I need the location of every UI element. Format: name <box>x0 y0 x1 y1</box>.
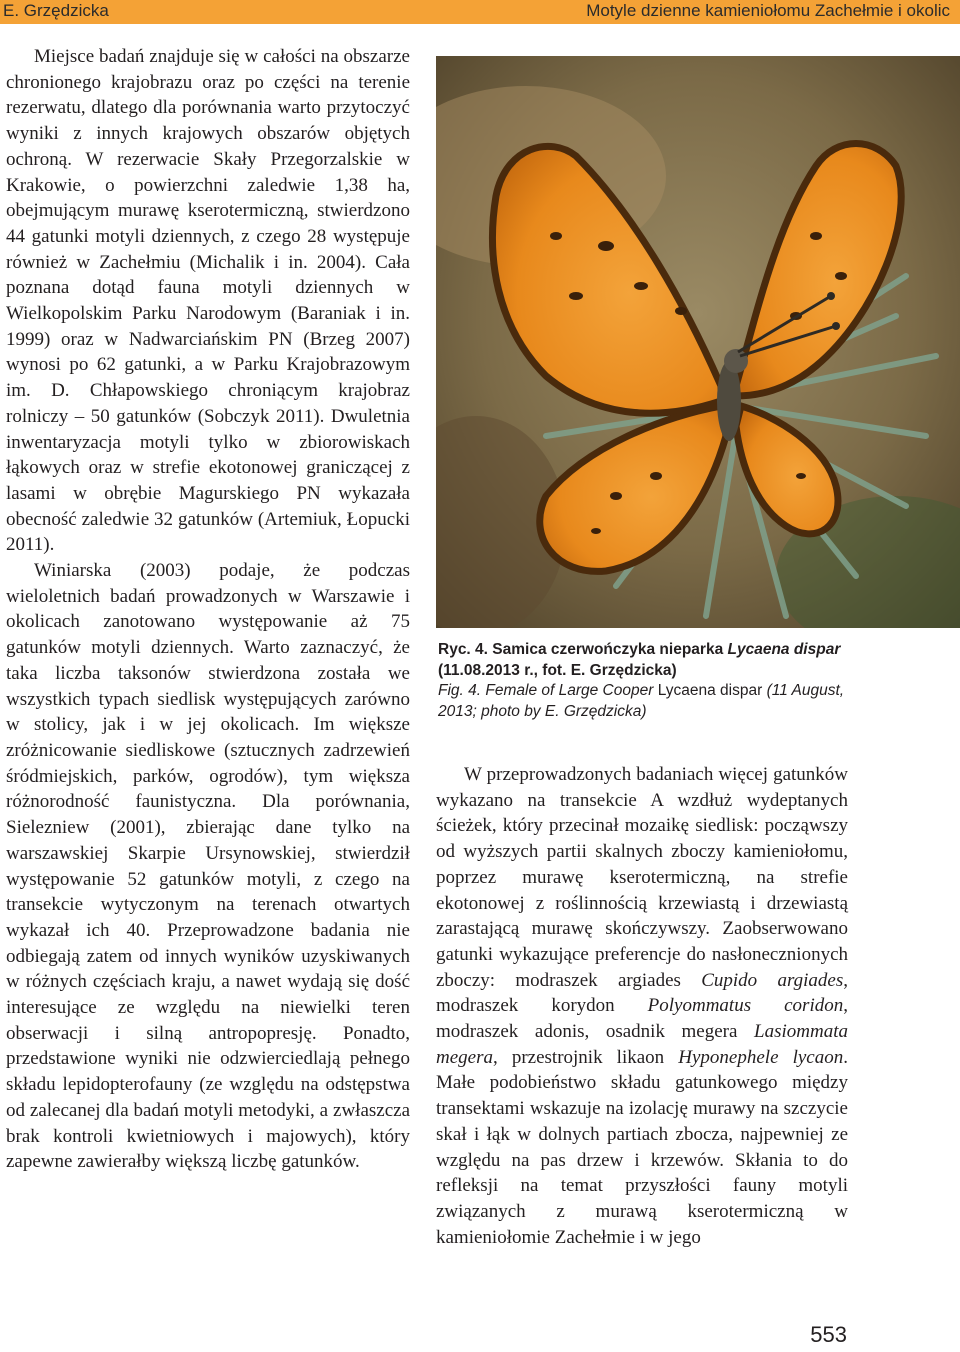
text-run: . Małe podobieństwo składu gatunkowego między transektami wskazuje na izolację murawy na szczycie skał i łąk w dolnych partiach zbocza, najpewniej ze względu na pas drzew i krzewów. Skłania to do refleksji na temat przyszłości fauny motyli związanych z murawą kserotermiczną w kamieniołomie Zachełmie i w jego <box>436 1046 848 1248</box>
left-column <box>6 44 410 1175</box>
paragraph: Miejsce badań znajduje się w całości na obszarze chronionego krajobrazu oraz po części na terenie rezerwatu, dlatego dla porównania warto przytoczyć wyniki z innych krajowych obszarów objętych ochroną. W rezerwacie Skały Przegorzalskie w Krakowie, o powierzchni zaledwie 1,38 ha, obejmującym murawę kserotermiczną, stwierdzono 44 gatunki motyli dziennych, z czego 28 występuje również w Zachełmiu (Michalik i in. 2004). Cała poznana dotąd fauna motyli dziennych w Wielkopolskim Parku Narodowym (Baraniak i in. 1999) oraz w Nadwarciańskim PN (Brzeg 2007) wynosi po 62 gatunki, a w Parku Krajobrazowym im. D. Chłapowskiego chroniącym krajobraz rolniczy – 50 gatunków (Sobczyk 2011). Dwuletnia inwentaryzacja motyli tylko w zbiorowiskach łąkowych oraz w strefie ekotonowej graniczącej z lasami w obrębie Magurskiego PN wykazała obecność zaledwie 32 gatunków (Artemiuk, Łopucki 2011). <box>6 46 410 556</box>
page-number: 553 <box>810 1322 847 1347</box>
butterfly-illustration <box>436 56 960 628</box>
paragraph <box>436 762 848 1250</box>
caption-english-text: Fig. 4. Female of Large Cooper <box>438 682 658 700</box>
caption-polish-tail: (11.08.2013 r., fot. E. Grzędzicka) <box>438 661 677 679</box>
text-run: W przeprowadzonych badaniach więcej gatunków wykazano na transekcie A wzdłuż wydeptanych ścieżek, który przecinał mozaikę siedlisk: począwszy od wyższych partii skalnych zboczy kamieniołomu, poprzez murawę kserotermiczną, na strefie ekotonowej z roślinnością krzewiastą i drzewiastą zarastającą murawę skończywszy. Zaobserwowano gatunki wykazujące preferencje do nasłonecznionych zboczy: modraszek argiades <box>436 764 848 991</box>
species-name: Lasiommata megera <box>436 1021 848 1068</box>
caption-polish <box>438 640 850 681</box>
caption-english <box>438 681 850 722</box>
right-column <box>436 762 848 1250</box>
species-name: Cupido argiades <box>701 969 844 991</box>
butterfly-photo <box>436 56 960 628</box>
text-run: , modraszek korydon <box>436 969 848 1017</box>
paragraph: Winiarska (2003) podaje, że podczas wieloletnich badań prowadzonych w Warszawie i okolicach zanotowano występowanie aż 75 gatunków motyli dziennych. Warto zaznaczyć, że taka liczba taksonów stwierdzona została we wszystkich typach siedlisk występujących zarówno w stolicy, jak i w jej okolicach. Im większe zróżnicowanie siedliskowe (sztucznych zadrzewień śródmiejskich, parków, ogrodów), tym większa różnorodność faunistyczna. Dla porównania, Sielezniew (2001), zbierając dane tylko na warszawskiej Skarpie Ursynowskiej, stwierdził występowanie 52 gatunków motyli, z czego na transekcie wytyczonym na terenach otwartych wykazał ich 40. Przeprowadzone badania nie odbiegają zatem od innych wyników uzyskiwanych w różnych częściach kraju, a nawet wydają się dość interesujące ze względu na niewielki teren obserwacji i silną antropopresję. Ponadto, przedstawione wyniki nie odzwierciedlają pełnego składu lepidopterofauny (ze względu na odstępstwa od zalecanej dla badań motyli metodyki, a zwłaszcza brak kontroli kwietniowych i majowych), który zapewne zawierałby większą liczbę gatunków. <box>6 560 410 1173</box>
species-name: Hyponephele lycaon <box>678 1046 844 1068</box>
header-bar <box>0 0 960 24</box>
header-author: E. Grzędzicka <box>3 1 109 20</box>
caption-english-tail: (11 August, 2013; photo by E. Grzędzicka) <box>438 682 845 720</box>
caption-english-latin: Lycaena dispar <box>657 682 763 700</box>
figure-caption <box>438 640 850 722</box>
caption-polish-text: Ryc. 4. Samica czerwończyka nieparka <box>438 641 728 658</box>
species-name: Polyommatus coridon <box>647 995 844 1017</box>
caption-polish-latin: Lycaena dispar <box>727 641 841 658</box>
text-run: , przestrojnik likaon <box>492 1046 679 1068</box>
header-running-title: Motyle dzienne kamieniołomu Zachełmie i okolic <box>586 1 950 20</box>
text-run: , modraszek adonis, osadnik megera <box>436 995 848 1043</box>
